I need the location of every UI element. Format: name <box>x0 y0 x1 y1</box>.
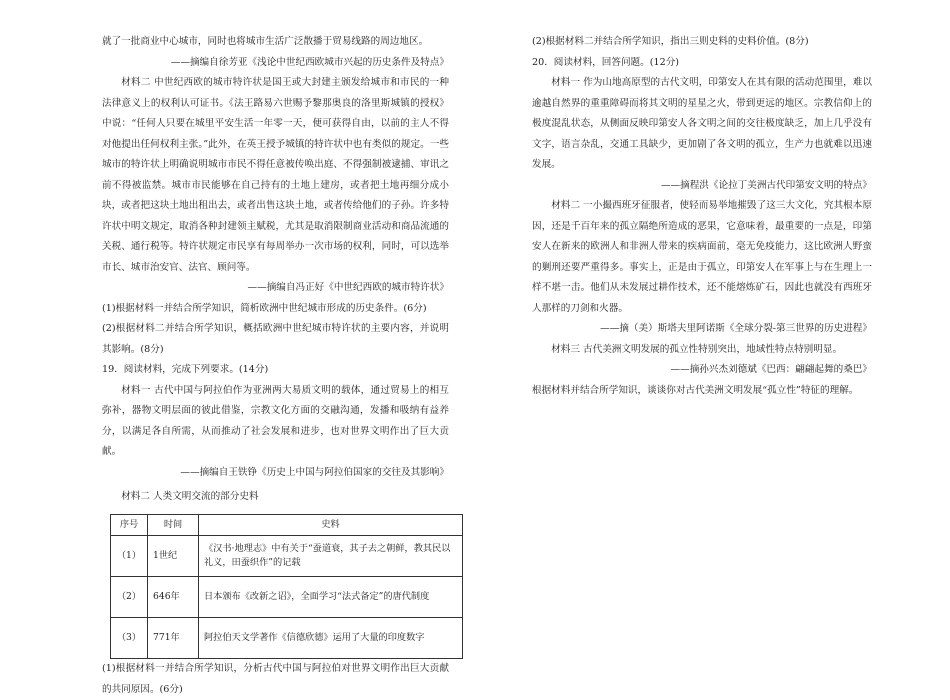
material-two-text: 材料二 中世纪西欧的城市特许状是国王或大封建主颁发给城市和市民的一种法律意义上的权利认可证书。《法王路易六世赐予黎那奥良的洛里斯城镇的授权》中说：“任何人只要在城里平安生活一年零一天，便可获得自由，以前的主人不得对他提出任何权利主张。”此外，在英王授予城镇的特许状中也有类似的规定。一些城市的特许状上明确说明城市市民不得任意被传唤出庭、不得强制被逮捕、审讯之前不得被监禁。城市市民能够在自己持有的土地上建房，或者把土地再细分成小块，或者把这块土地出租出去，或者出售这块土地，或者传给他们的子孙。许多特许状中明文规定，取消各种封建领主赋税，尤其是取消限制商业活动和商品流通的关税、通行税等。特许状规定市民享有每周举办一次市场的权利，同时，可以选举市长、城市治安官、法官、顾问等。 <box>102 77 449 273</box>
header-time: 时间 <box>148 514 199 536</box>
source-citation: ——摘编自冯正好《中世纪西欧的城市特许状》 <box>247 282 449 293</box>
row-text: 《汉书·地理志》中有关于“蚕道衰，其子去之朝鲜，教其民以礼义，田蚕织作”的记载 <box>199 536 463 577</box>
material-19-one: 材料一 古代中国与阿拉伯作为亚洲两大易质文明的载体，通过贸易上的相互弥补，器物文明层面的彼此借鉴，宗教文化方面的交融沟通，发播和吸纳有益养分，以满足各自所需，从而推动了社会发展和进步，也对世界文明作出了巨大贡献。 <box>102 384 449 457</box>
material-20-one: 材料一 作为山地高原型的古代文明，印第安人在其有限的活动范围里，难以逾越自然界的重重障碍而将其文明的星星之火，带到更远的地区。宗教信仰上的极度混乱状态，从侧面反映印第安人各文明之间的交往极度缺乏，加上几乎没有文字，语言杂乱，交通工具缺少，更加剧了各文明的孤立，生产力也就难以迅速发展。 <box>532 77 872 170</box>
question-18-1: (1)根据材料一并结合所学知识，简析欧洲中世纪城市形成的历史条件。(6分) <box>102 302 427 314</box>
source-citation: ——摘编自徐芳亚《浅论中世纪西欧城市兴起的历史条件及特点》 <box>170 56 449 68</box>
source-citation: ——摘编自王铁铮《历史上中国与阿拉伯国家的交往及其影响》 <box>180 466 449 478</box>
row-text: 阿拉伯天文学著作《信德欣德》运用了大量的印度数字 <box>199 618 463 659</box>
material-20-two: 材料二 一小撮西班牙征服者，使轻而易举地摧毁了这三大文化，究其根本原因，还是千百年来的孤立隔绝所造成的恶果，它意味着，最重要的一点是，印第安人在新来的欧洲人和非洲人带来的疾病面前，毫无免疫能力，这比欧洲人野蛮的剿刑还要严重得多。事实上，正是由于孤立，印第安人在军事上与在生理上一样不堪一击。他们从未发展过耕作技术，还不能熔炼矿石，因此也就没有西班牙人那样的刀剑和火器。 <box>532 200 872 314</box>
question-20-heading: 20．阅读材料，回答问题。(12分) <box>532 56 680 68</box>
right-column <box>532 32 872 401</box>
history-table <box>110 514 463 660</box>
row-time: 646年 <box>148 577 199 618</box>
question-18-2: (2)根据材料二并结合所学知识，概括欧洲中世纪城市特许状的主要内容，并说明其影响。(8分) <box>102 323 449 355</box>
left-column <box>102 32 449 700</box>
question-20-ask: 根据材料并结合所学知识，谈谈你对古代美洲文明发展“孤立性”特征的理解。 <box>532 384 859 396</box>
source-citation: ——摘（美）斯塔夫里阿诺斯《全球分裂-第三世界的历史进程》 <box>600 323 872 334</box>
source-citation: ——摘孙兴杰刘德斌《巴西：翩翩起舞的桑巴》 <box>670 364 872 375</box>
table-row <box>111 536 463 577</box>
header-number: 序号 <box>111 514 148 536</box>
row-time: 1世纪 <box>148 536 199 577</box>
table-row <box>111 618 463 659</box>
question-19-heading: 19．阅读材料，完成下列要求。(14分) <box>102 364 269 375</box>
row-number: （2） <box>111 577 148 618</box>
material-19-two-title: 材料二 人类文明交流的部分史料 <box>121 491 259 502</box>
text-continuation: 就了一批商业中心城市，同时也将城市生活广泛散播于贸易线路的周边地区。 <box>102 36 429 47</box>
row-text: 日本颁布《改新之诏》，全面学习“法式备定”的唐代制度 <box>199 577 463 618</box>
question-19-1: (1)根据材料一并结合所学知识，分析古代中国与阿拉伯对世界文明作出巨大贡献的共同原因。(6分) <box>102 663 449 695</box>
header-material: 史料 <box>199 514 463 536</box>
question-19-2: (2)根据材料二并结合所学知识，指出三则史料的史料价值。(8分) <box>532 36 809 47</box>
source-citation: ——摘程洪《论拉丁美洲古代印第安文明的特点》 <box>660 179 872 191</box>
row-number: （1） <box>111 536 148 577</box>
table-row <box>111 577 463 618</box>
row-number: （3） <box>111 618 148 659</box>
material-20-three: 材料三 古代美洲文明发展的孤立性特别突出，地域性特点特别明显。 <box>551 343 843 355</box>
table-header-row <box>111 514 463 536</box>
row-time: 771年 <box>148 618 199 659</box>
